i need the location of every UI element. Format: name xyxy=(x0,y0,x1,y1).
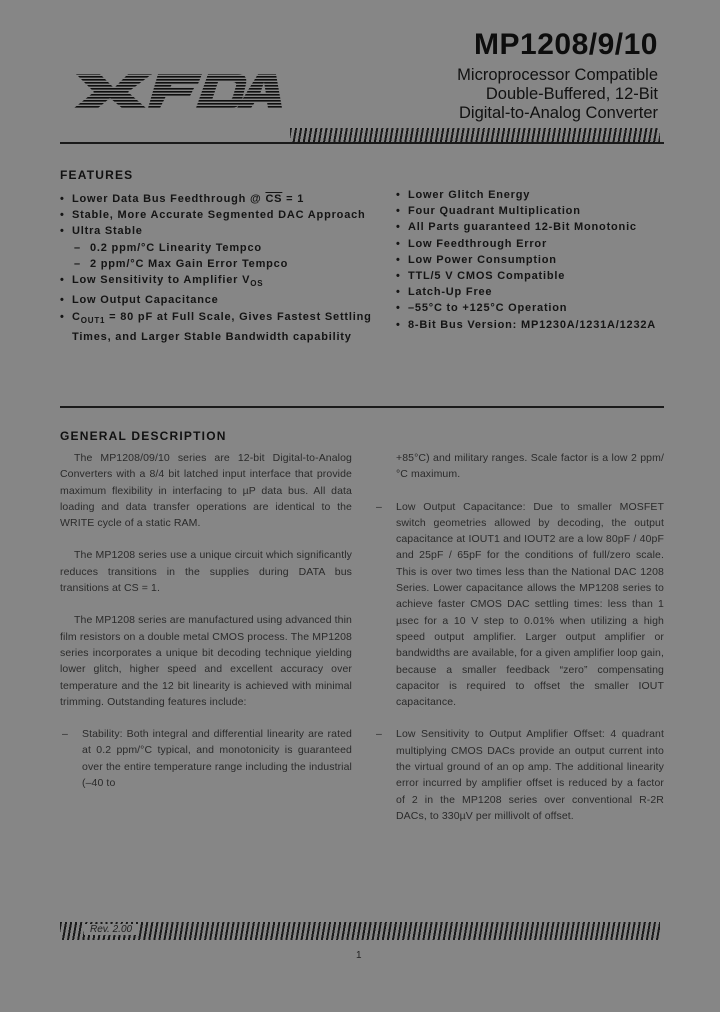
stability-continuation: +85°C) and military ranges. Scale factor is a low 2 ppm/°C maximum. xyxy=(396,452,664,481)
feature-subitem: – 0.2 ppm/°C Linearity Tempco xyxy=(60,240,380,256)
feature-item: • Low Feedthrough Error xyxy=(396,236,666,252)
revision-label: Rev. 2.00 xyxy=(84,924,138,935)
part-number-title: MP1208/9/10 xyxy=(474,28,658,61)
revision-band xyxy=(60,922,660,940)
exar-logo xyxy=(62,70,302,115)
feature-item: • TTL/5 V CMOS Compatible xyxy=(396,268,666,284)
feature-description-offset: – Low Sensitivity to Output Amplifier Offset: 4 quadrant multiplying CMOS DACs provide an output current into the virtual ground of an op amp. The additional linearity error incurred by amplifier offset is reduced by a factor of 2 in the MP1208 series over conventional R-2R DACs, to 330µV per millivolt of offset. xyxy=(374,726,664,824)
feature-item: • Lower Glitch Energy xyxy=(396,187,666,203)
exar-logo-graphic xyxy=(62,70,302,110)
subtitle-line: Digital-to-Analog Converter xyxy=(458,104,658,122)
feature-item: • Latch-Up Free xyxy=(396,284,666,300)
description-paragraph: The MP1208/09/10 series are 12-bit Digital-to-Analog Converters with a 8/4 bit latched input interface that provide maximum flexibility in interfacing to µP data bus. All data loading and data transfer operations are identical to the WRITE cycle of a static RAM. xyxy=(60,452,352,530)
feature-item: • Four Quadrant Multiplication xyxy=(396,203,666,219)
feature-item: • Low Power Consumption xyxy=(396,252,666,268)
feature-item: • 8-Bit Bus Version: MP1230A/1231A/1232A xyxy=(396,317,666,333)
page-number: 1 xyxy=(356,950,362,961)
feature-item: • All Parts guaranteed 12-Bit Monotonic xyxy=(396,219,666,235)
subtitle-line: Double-Buffered, 12-Bit xyxy=(485,85,658,103)
feature-subitem: – 2 ppm/°C Max Gain Error Tempco xyxy=(60,256,380,272)
description-paragraph: The MP1208 series use a unique circuit which significantly reduces transitions in the supplies during DATA bus transitions at CS = 1. xyxy=(60,549,352,595)
description-paragraph: The MP1208 series are manufactured using advanced thin film resistors on a double metal CMOS process. The MP1208 series incorporates a unique bit decoding technique yielding lower glitch, higher speed and excellent accuracy over temperature and the 12 bit linearity is achieved with minimal trimming. Outstanding features include: xyxy=(60,614,352,708)
features-left-list xyxy=(60,191,380,345)
feature-item-continuation: Times, and Larger Stable Bandwidth capability xyxy=(72,331,352,343)
section-divider xyxy=(60,406,664,408)
general-description-heading: GENERAL DESCRIPTION xyxy=(60,429,227,443)
feature-item: • Stable, More Accurate Segmented DAC Approach xyxy=(60,207,380,223)
subtitle-line: Microprocessor Compatible xyxy=(457,66,658,84)
decorative-hatch-band xyxy=(290,128,660,142)
feature-item: • Low Output Capacitance xyxy=(60,292,380,308)
feature-item: • Ultra Stable xyxy=(60,223,380,239)
document-subtitle xyxy=(457,66,658,123)
general-description-left-column xyxy=(60,450,352,791)
logo-text: EXAR xyxy=(62,70,65,71)
feature-item: • Low Sensitivity to Amplifier $V_{OS}$ xyxy=(60,272,380,292)
feature-item: • –55°C to +125°C Operation xyxy=(396,300,666,316)
feature-description-stability: – Stability: Both integral and differential linearity are rated at 0.2 ppm/°C typical, and monotonicity is guaranteed over the entire temperature range including the industrial (–40 to xyxy=(60,726,352,791)
feature-item: • Lower Data Bus Feedthrough @ $\overline{CS} = 1$ xyxy=(60,191,380,207)
feature-item: • $C_{OUT1} = 80$ pF at Full Scale, Gives Fastest Settling xyxy=(60,309,380,329)
general-description-right-column xyxy=(374,450,664,824)
header-rule xyxy=(60,142,664,144)
features-heading: FEATURES xyxy=(60,168,134,182)
revision-hatch xyxy=(60,922,660,940)
features-right-list xyxy=(396,187,666,333)
feature-description-capacitance: – Low Output Capacitance: Due to smaller MOSFET switch geometries allowed by decoding, the output capacitance at IOUT1 and IOUT2 are a low 80pF / 40pF and 25pF / 65pF for the conditions of full/zero scale. This is over two times less than the National DAC 1208 Series. Lower capacitance allows the MP1208 series to achieve faster CMOS DAC settling times: less than 1 µsec for a 10 V step to 0.01% when utilizing a high speed output amplifier. Larger output amplifier or bandwidths are available, for a given amplifier loop gain, because a smaller feedback “zero” compensating capacitor is required to offset the smaller IOUT capacitance. xyxy=(374,499,664,711)
